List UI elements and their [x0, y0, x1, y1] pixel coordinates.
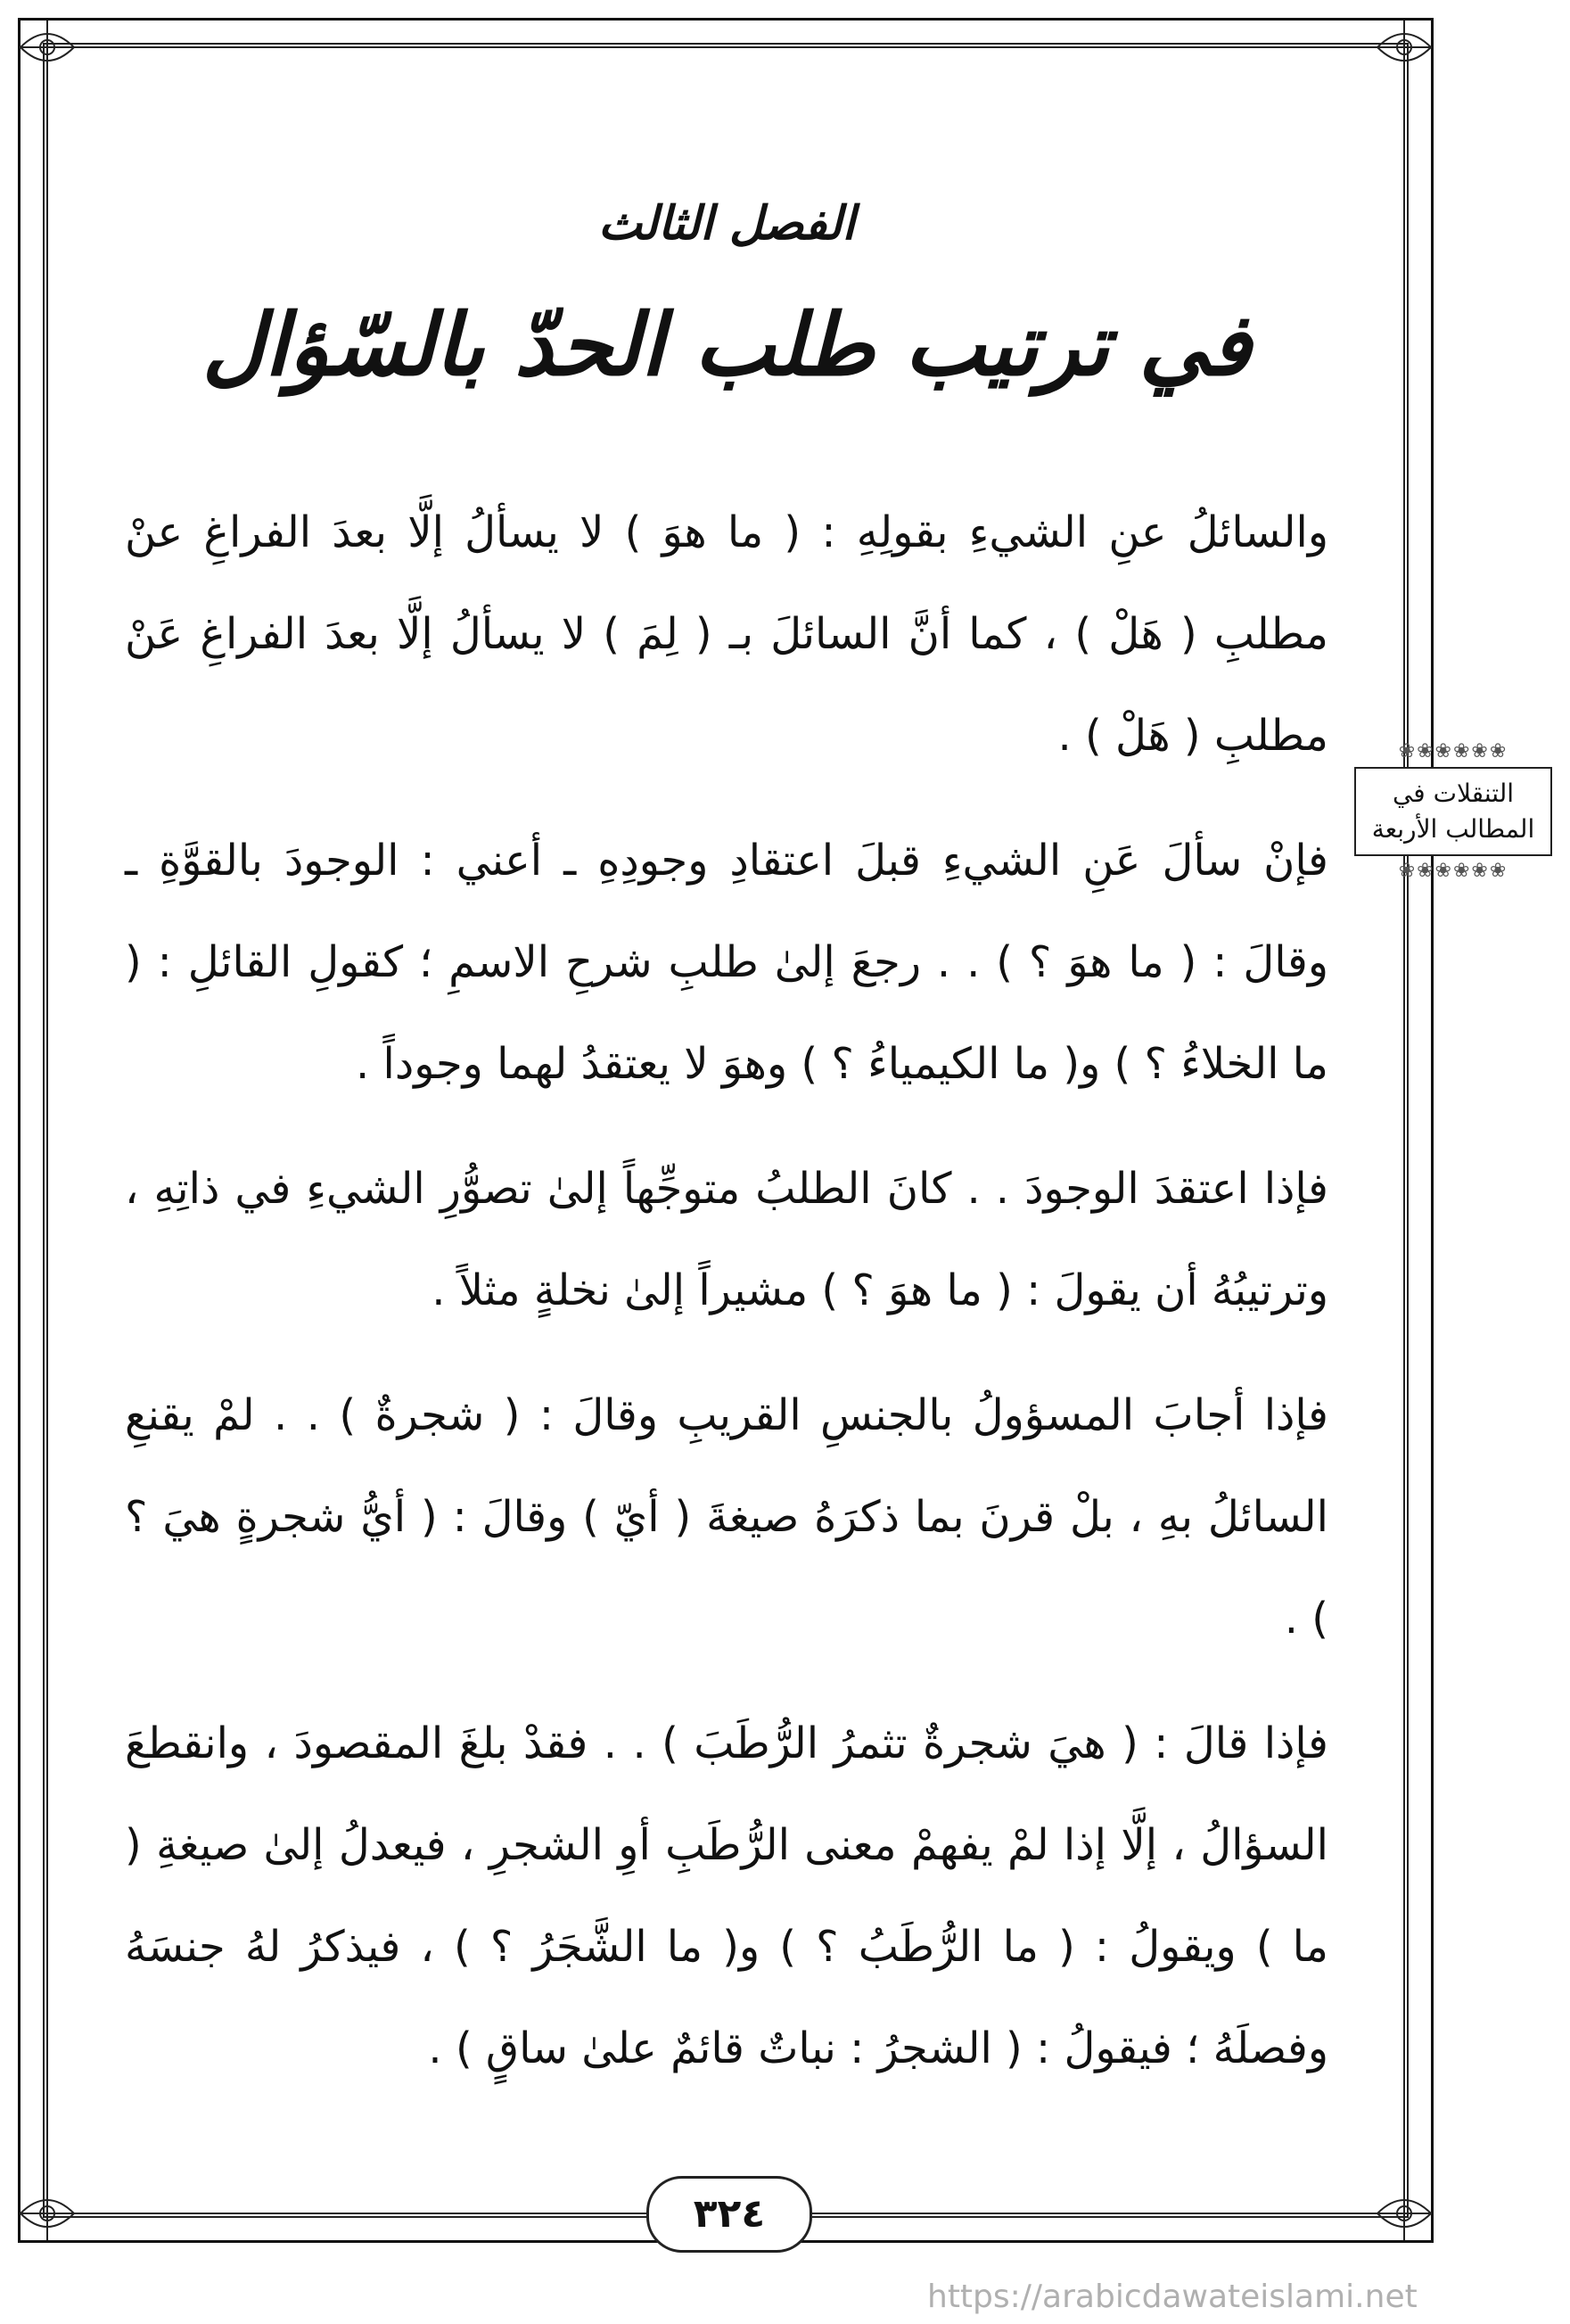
margin-note-line: التنقلات في [1392, 779, 1515, 808]
paragraph: فإنْ سألَ عَنِ الشيءِ قبلَ اعتقادِ وجودِهِ ـ أعني : الوجودَ بالقوَّةِ ـ وقالَ : ( ما هوَ ؟ ) . . رجعَ إلىٰ طلبِ شرحِ الاسمِ ؛ كقولِ القائلِ : ( ما الخلاءُ ؟ ) و( ما الكيمياءُ ؟ ) وهوَ لا يعتقدُ لهما وجوداً . [125, 836, 1328, 1089]
paragraph: فإذا اعتقدَ الوجودَ . . كانَ الطلبُ متوجِّهاً إلىٰ تصوُّرِ الشيءِ في ذاتِهِ ، وترتيبُهُ أن يقولَ : ( ما هوَ ؟ ) مشيراً إلىٰ نخلةٍ مثلاً . [125, 1164, 1328, 1315]
chapter-heading: الفصل الثالث [598, 196, 855, 251]
paragraph: والسائلُ عنِ الشيءِ بقولِهِ : ( ما هوَ ) لا يسألُ إلَّا بعدَ الفراغِ عنْ مطلبِ ( هَلْ ) ، كما أنَّ السائلَ بـ ( لِمَ ) لا يسألُ إلَّا بعدَ الفراغِ عَنْ مطلبِ ( هَلْ ) . [125, 507, 1328, 761]
margin-note-box [1354, 767, 1552, 856]
page-title: في ترتيب طلب الحدّ بالسّؤال [201, 294, 1252, 395]
paragraph: فإذا أجابَ المسؤولُ بالجنسِ القريبِ وقالَ : ( شجرةٌ ) . . لمْ يقنعِ السائلُ بهِ ، بلْ قرنَ بما ذكرَهُ صيغةَ ( أيّ ) وقالَ : ( أيُّ شجرةٍ هيَ ؟ ) . [125, 1390, 1328, 1644]
corner-ornament-icon [16, 16, 78, 78]
ornament-border-icon: ❀❀❀❀❀❀ [1398, 860, 1508, 882]
main-text [125, 482, 1328, 2122]
watermark: https://arabicdawateislami.net [927, 2279, 1418, 2315]
corner-ornament-icon [1373, 16, 1435, 78]
corner-ornament-icon [1373, 2182, 1435, 2245]
margin-note-line: المطالب الأربعة [1371, 814, 1535, 844]
corner-ornament-icon [16, 2182, 78, 2245]
margin-note [1342, 740, 1565, 919]
ornament-border-icon: ❀❀❀❀❀❀ [1398, 740, 1508, 762]
page-number: ٣٢٤ [646, 2176, 812, 2253]
paragraph: فإذا قالَ : ( هيَ شجرةٌ تثمرُ الرُّطَبَ ) . . فقدْ بلغَ المقصودَ ، وانقطعَ السؤالُ ، إلَّا إذا لمْ يفهمْ معنى الرُّطَبِ أوِ الشجرِ ، فيعدلُ إلىٰ صيغةِ ( ما ) ويقولُ : ( ما الرُّطَبُ ؟ ) و( ما الشَّجَرُ ؟ ) ، فيذكرُ لهُ جنسَهُ وفصلَهُ ؛ فيقولُ : ( الشجرُ : نباتٌ قائمٌ علىٰ ساقٍ ) . [125, 1718, 1328, 2073]
